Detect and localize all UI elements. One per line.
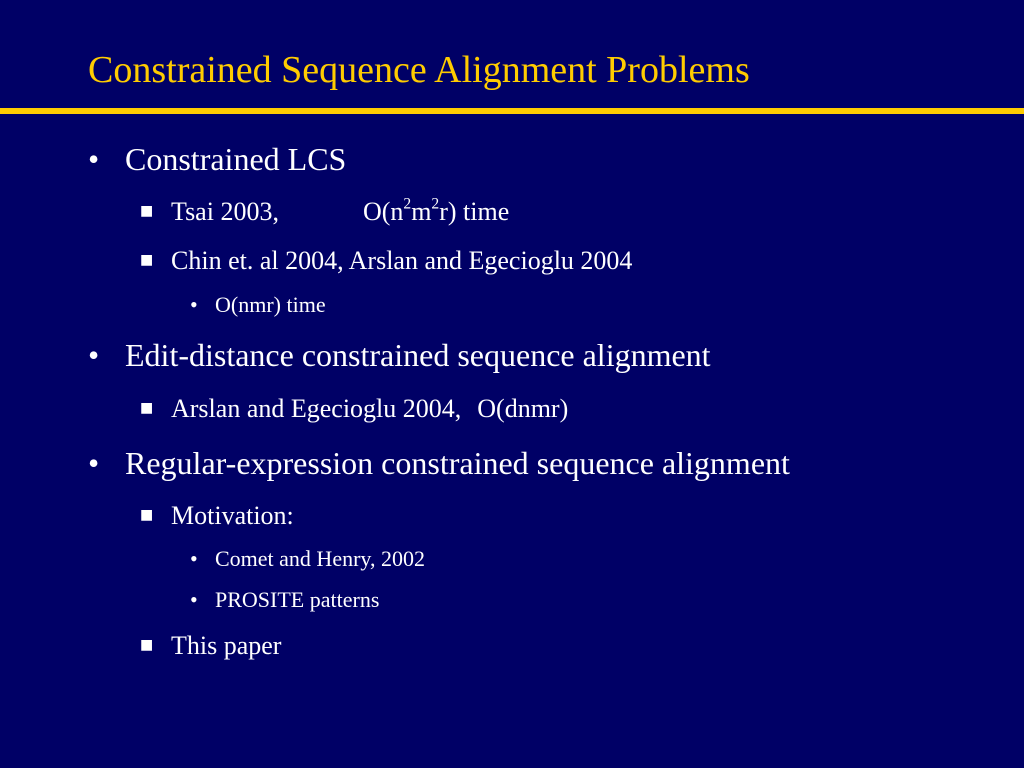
subbullet-text: Arslan and Egecioglu 2004,: [171, 394, 462, 423]
bullet-regex-constrained: [88, 443, 790, 483]
subbullet-chin-arslan: [140, 244, 632, 277]
bullet-text: Edit-distance constrained sequence alignment: [125, 337, 711, 373]
title-divider: [0, 108, 1024, 114]
square-bullet-icon: ■: [140, 203, 154, 219]
square-bullet-icon: ■: [140, 400, 154, 416]
slide-title: Constrained Sequence Alignment Problems: [88, 49, 750, 91]
square-bullet-icon: ■: [140, 252, 154, 268]
subsubbullet-comet-henry: [190, 545, 425, 573]
square-bullet-icon: ■: [140, 507, 154, 523]
complexity-text: $O(n^2m^2r)$ time: [362, 195, 510, 226]
subsubbullet-prosite: [190, 586, 379, 614]
subbullet-text: Motivation:: [171, 501, 294, 530]
bullet-edit-distance: [88, 335, 711, 375]
subbullet-text: Chin et. al 2004, Arslan and Egecioglu 2004: [171, 246, 633, 275]
bullet-dot-icon: •: [88, 141, 100, 177]
subbullet-this-paper: [140, 629, 281, 662]
subbullet-motivation: [140, 499, 294, 532]
bullet-dot-icon: •: [190, 546, 198, 571]
bullet-dot-icon: •: [190, 587, 198, 612]
bullet-text: Regular-expression constrained sequence alignment: [125, 445, 790, 481]
bullet-dot-icon: •: [88, 337, 100, 373]
subbullet-arslan-dnmr: [140, 392, 568, 425]
subbullet-text: Tsai 2003,: [171, 197, 279, 226]
bullet-dot-icon: •: [88, 445, 100, 481]
subsubbullet-onmr: [190, 291, 326, 319]
subsubbullet-text: PROSITE patterns: [215, 587, 380, 612]
subbullet-tsai: [140, 195, 509, 228]
subbullet-text: This paper: [171, 631, 282, 660]
subsubbullet-text: Comet and Henry, 2002: [215, 546, 425, 571]
square-bullet-icon: ■: [140, 637, 154, 653]
bullet-dot-icon: •: [190, 292, 198, 317]
complexity-text: O(dnmr): [477, 394, 569, 423]
bullet-constrained-lcs: [88, 139, 346, 179]
subsubbullet-text: O(nmr) time: [215, 292, 326, 317]
bullet-text: Constrained LCS: [125, 141, 347, 177]
